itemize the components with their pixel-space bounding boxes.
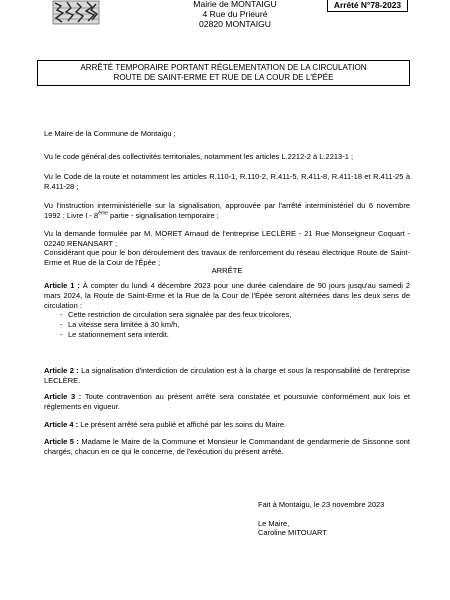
- preamble-vu-code-route: Vu le Code de la route et notamment les articles R.110-1, R.110-2, R.411-5, R.411-8, R.411-18 et R.411-25 à R.411-28 ;: [44, 172, 410, 191]
- article-1-label: Article 1 :: [44, 281, 80, 290]
- document-title-line-2: ROUTE DE SAINT-ERME ET RUE DE LA COUR DE L'ÉPÉE: [113, 73, 334, 83]
- article-1: [44, 281, 410, 340]
- article-3-label: Article 3 :: [44, 392, 82, 401]
- list-item: - Le stationnement sera interdit.: [44, 330, 410, 340]
- article-4-text: Le présent arrêté sera publié et affiché par les soins du Maire.: [78, 420, 287, 429]
- mairie-street: 4 Rue du Prieuré: [202, 8, 268, 19]
- mairie-city: 02820 MONTAIGU: [199, 18, 271, 29]
- signature-place-date: Fait à Montaigu, le 23 novembre 2023: [258, 500, 385, 509]
- preamble-vu-demande: Vu la demande formulée par M. MORET Arnaud de l'entreprise LECLÈRE - 21 Rue Monseigneur Coquart - 02240 RENANSART ;: [44, 229, 410, 248]
- mairie-name: Mairie de MONTAIGU: [193, 0, 277, 9]
- article-5-text: Madame le Maire de la Commune et Monsieur le Commandant de gendarmerie de Sissonne sont chargés, chacun en ce qui le concerne, de l'exécution du présent arrêté.: [44, 437, 410, 456]
- article-5: [44, 437, 410, 457]
- document-title-box: [37, 60, 410, 86]
- arrete-reference: Arrêté N°78-2023: [333, 0, 402, 10]
- article-1-list: [44, 310, 410, 339]
- signature-name: Caroline MITOUART: [258, 528, 327, 537]
- article-2: [44, 366, 410, 386]
- preamble-maire: Le Maire de la Commune de Montaigu ;: [44, 129, 176, 138]
- arrete-heading: ARRÊTE: [211, 266, 243, 275]
- article-3: [44, 392, 410, 412]
- municipal-logo-icon: [51, 0, 101, 26]
- preamble-vu-cgct: Vu le code général des collectivités territoriales, notamment les articles L.2212-2 à L.2213-1 ;: [44, 152, 354, 161]
- vu-instruction-text-a: Vu l'instruction interministérielle sur la signalisation, approuvée par l'arrêté interministériel du 6 novembre 1992 ; Livre I - 8: [44, 201, 410, 220]
- preamble-considerant: Considérant que pour le bon déroulement des travaux de renforcement du réseau électrique Route de Saint-Erme et Rue de la Cour de l'Épée ;: [44, 248, 410, 267]
- article-3-text: Toute contravention au présent arrêté sera constatée et poursuivie conformément aux lois et règlements en vigueur.: [44, 392, 410, 411]
- mairie-address: [160, 0, 310, 29]
- vu-instruction-text-b: partie - signalisation temporaire ;: [107, 210, 219, 220]
- vu-instruction-superscript: ème: [98, 210, 108, 217]
- article-4: [44, 420, 410, 430]
- arrete-reference-box: [327, 0, 408, 12]
- document-title-line-1: ARRÊTÉ TEMPORAIRE PORTANT RÉGLEMENTATION DE LA CIRCULATION: [80, 63, 367, 72]
- article-4-label: Article 4 :: [44, 420, 79, 429]
- article-1-text: À compter du lundi 4 décembre 2023 pour une durée calendaire de 90 jours jusqu'au samedi 2 mars 2024, la Route de Saint-Erme et la Rue de la Cour de l'Épée seront altérnées dans les deux sens de circulation :: [44, 281, 410, 310]
- signature-role: Le Maire,: [258, 519, 290, 528]
- list-item: - Cette restriction de circulation sera signalée par des feux tricolores,: [44, 310, 410, 320]
- list-item: - La vitesse sera limitée à 30 km/h,: [44, 320, 410, 330]
- preamble-vu-instruction: [44, 201, 410, 221]
- article-5-label: Article 5 :: [44, 437, 79, 446]
- article-2-text: La signalisation d'interdiction de circulation est à la charge et sous la responsabilité de l'entreprise LECLÈRE.: [44, 366, 410, 385]
- article-2-label: Article 2 :: [44, 366, 79, 375]
